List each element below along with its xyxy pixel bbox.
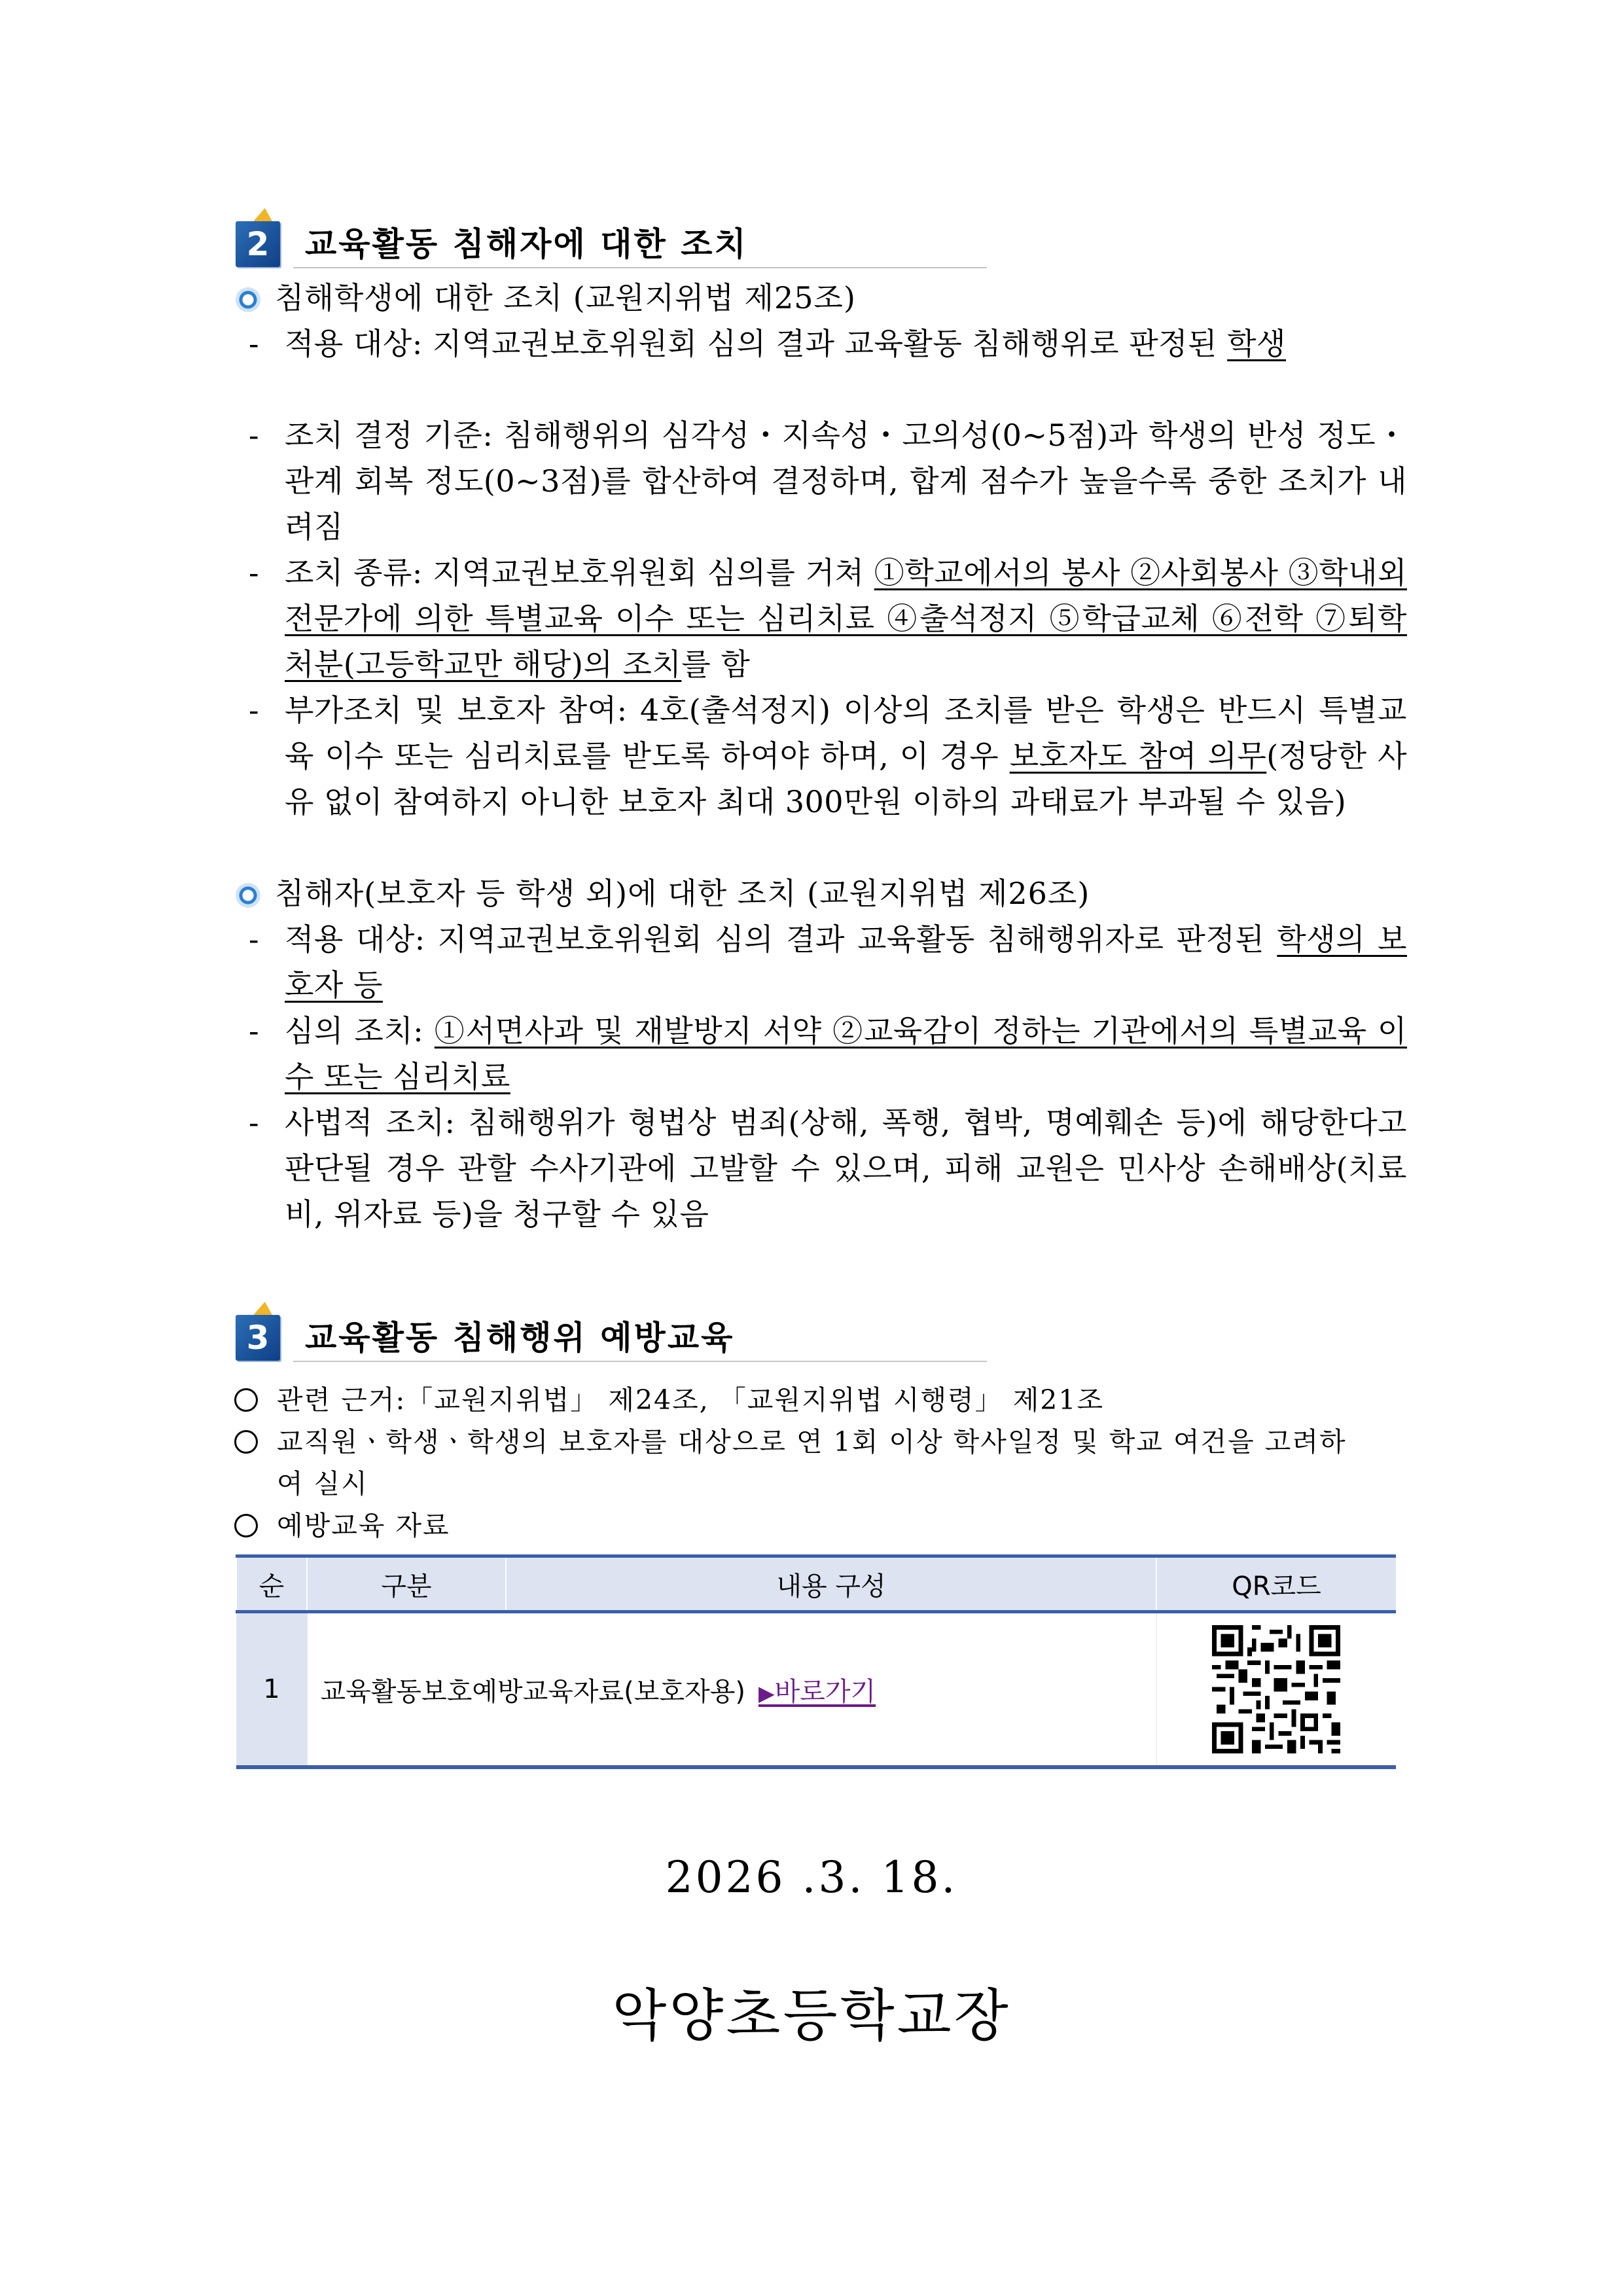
item-underlined-text: 보호자도 참여 의무 [1009,738,1267,774]
header-num: 순 [236,1556,307,1612]
item-text: 적용 대상: 지역교권보호위원회 심의 결과 교육활동 침해행위자로 판정된 [285,922,1277,957]
blue-circle-bullet-icon [236,883,260,908]
resource-table [236,1554,1396,1769]
section-divider [293,1361,987,1362]
subsection-heading [236,870,1090,916]
item-text: 조치 종류: 지역교권보호위원회 심의를 거쳐 [285,555,874,590]
list-item: - 조치 결정 기준: 침해행위의 심각성・지속성・고의성(0~5점)과 학생의 반성 정도・관계 회복 정도(0~3점)를 합산하여 결정하며, 합계 점수가 높을수록 중한 조치가 내려짐 [249,418,1407,545]
subsection-heading-text: 침해자(보호자 등 학생 외)에 대한 조치 (교원지위법 제26조) [275,876,1090,911]
item-text: 조치 결정 기준: 침해행위의 심각성・지속성・고의성(0~5점)과 학생의 반성 정도・관계 회복 정도(0~3점)를 합산하여 결정하며, 합계 점수가 높을수록 중한 조치가 내려짐 [285,418,1407,545]
section-number-badge: 3 [236,1315,280,1361]
section-number-badge: 2 [236,221,280,267]
item-underlined-text: 학생 [1227,326,1286,361]
bullet-text: 관련 근거:「교원지위법」 제24조, 「교원지위법 시행령」 제21조 [277,1384,1105,1416]
subsection-heading-text: 침해학생에 대한 조치 (교원지위법 제25조) [275,280,856,315]
section-title: 교육활동 침해행위 예방교육 [305,1319,735,1357]
table-header-row [236,1556,1396,1612]
document-date: 2026 .3. 18. [665,1852,958,1903]
row-content [307,1612,1156,1768]
header-content: 내용 구성 [506,1556,1156,1612]
list-item: - 적용 대상: 지역교권보호위원회 심의 결과 교육활동 침해행위로 판정된 학생 [249,326,1286,361]
shortcut-link-label: 바로가기 [774,1676,876,1707]
circle-bullet-item [234,1505,1399,1547]
play-triangle-icon: ▶ [758,1680,775,1706]
signature-principal: 악양초등학교장 [612,1983,1011,2049]
row-number: 1 [236,1612,307,1768]
circle-bullet-item [234,1421,1399,1505]
header-category: 구분 [307,1556,506,1612]
bullet-text: 교직원ㆍ학생ㆍ학생의 보호자를 대상으로 연 1회 이상 학사일정 및 학교 여건을 고려하여 실시 [277,1426,1347,1499]
hollow-circle-icon [234,1430,258,1454]
item-text: 심의 조치: [285,1013,435,1049]
section-divider [293,267,987,268]
item-underlined-text: 학생의 보호자 등 [285,922,1407,1003]
item-underlined-text: ①학교에서의 봉사 ②사회봉사 ③학내외 전문가에 의한 특별교육 이수 또는 심리치료 ④출석정지 ⑤학급교체 ⑥전학 ⑦퇴학처분(고등학교만 해당)의 조치 [285,555,1407,682]
section-2-header [234,217,987,270]
item-underlined-text: ①서면사과 및 재발방지 서약 ②교육감이 정하는 기관에서의 특별교육 이수 또는 심리치료 [285,1013,1407,1094]
hollow-circle-icon [234,1388,258,1412]
list-item: - 조치 종류: 지역교권보호위원회 심의를 거쳐 ①학교에서의 봉사 ②사회봉사 ③학내외 전문가에 의한 특별교육 이수 또는 심리치료 ④출석정지 ⑤학급교체 ⑥전학 ⑦퇴학처분(고등학교만 해당)의 조치를 함 [249,555,1407,682]
row-content-text: 교육활동보호예방교육자료(보호자용) [320,1676,745,1707]
blue-circle-bullet-icon [236,287,260,312]
item-text: 적용 대상: 지역교권보호위원회 심의 결과 교육활동 침해행위로 판정된 [285,326,1228,361]
bullet-text: 예방교육 자료 [277,1510,450,1541]
item-text: 부가조치 및 보호자 참여: 4호(출석정지) 이상의 조치를 받은 학생은 반드시 특별교육 이수 또는 심리치료를 받도록 하여야 하며, 이 경우 [285,692,1407,774]
section-3-header [234,1311,987,1363]
qr-code-icon[interactable] [1212,1625,1340,1753]
hollow-circle-icon [234,1514,258,1537]
table-row [236,1612,1396,1768]
item-text-tail: (정당한 사유 없이 참여하지 아니한 보호자 최대 300만원 이하의 과태료가 부과될 수 있음) [285,738,1407,819]
list-item: - 사법적 조치: 침해행위가 형법상 범죄(상해, 폭행, 협박, 명예훼손 등)에 해당한다고 판단될 경우 관할 수사기관에 고발할 수 있으며, 피해 교원은 민사상 손해배상(치료비, 위자료 등)을 청구할 수 있음 [249,1105,1407,1232]
subsection-heading [236,275,856,321]
item-text-tail: 를 함 [681,647,751,682]
shortcut-link[interactable] [758,1677,876,1707]
list-item: - 적용 대상: 지역교권보호위원회 심의 결과 교육활동 침해행위자로 판정된 학생의 보호자 등 [249,922,1407,1003]
list-item: - 부가조치 및 보호자 참여: 4호(출석정지) 이상의 조치를 받은 학생은 반드시 특별교육 이수 또는 심리치료를 받도록 하여야 하며, 이 경우 보호자도 참여 의무(정당한 사유 없이 참여하지 아니한 보호자 최대 300만원 이하의 과태료가 부과될 수 있음) [249,692,1407,819]
header-qr: QR코드 [1156,1556,1396,1612]
circle-bullet-item [234,1379,1399,1421]
row-qr [1156,1612,1396,1768]
item-text: 사법적 조치: 침해행위가 형법상 범죄(상해, 폭행, 협박, 명예훼손 등)에 해당한다고 판단될 경우 관할 수사기관에 고발할 수 있으며, 피해 교원은 민사상 손해배상(치료비, 위자료 등)을 청구할 수 있음 [285,1105,1407,1232]
section-title: 교육활동 침해자에 대한 조치 [305,225,748,263]
list-item: - 심의 조치: ①서면사과 및 재발방지 서약 ②교육감이 정하는 기관에서의 특별교육 이수 또는 심리치료 [249,1013,1407,1094]
